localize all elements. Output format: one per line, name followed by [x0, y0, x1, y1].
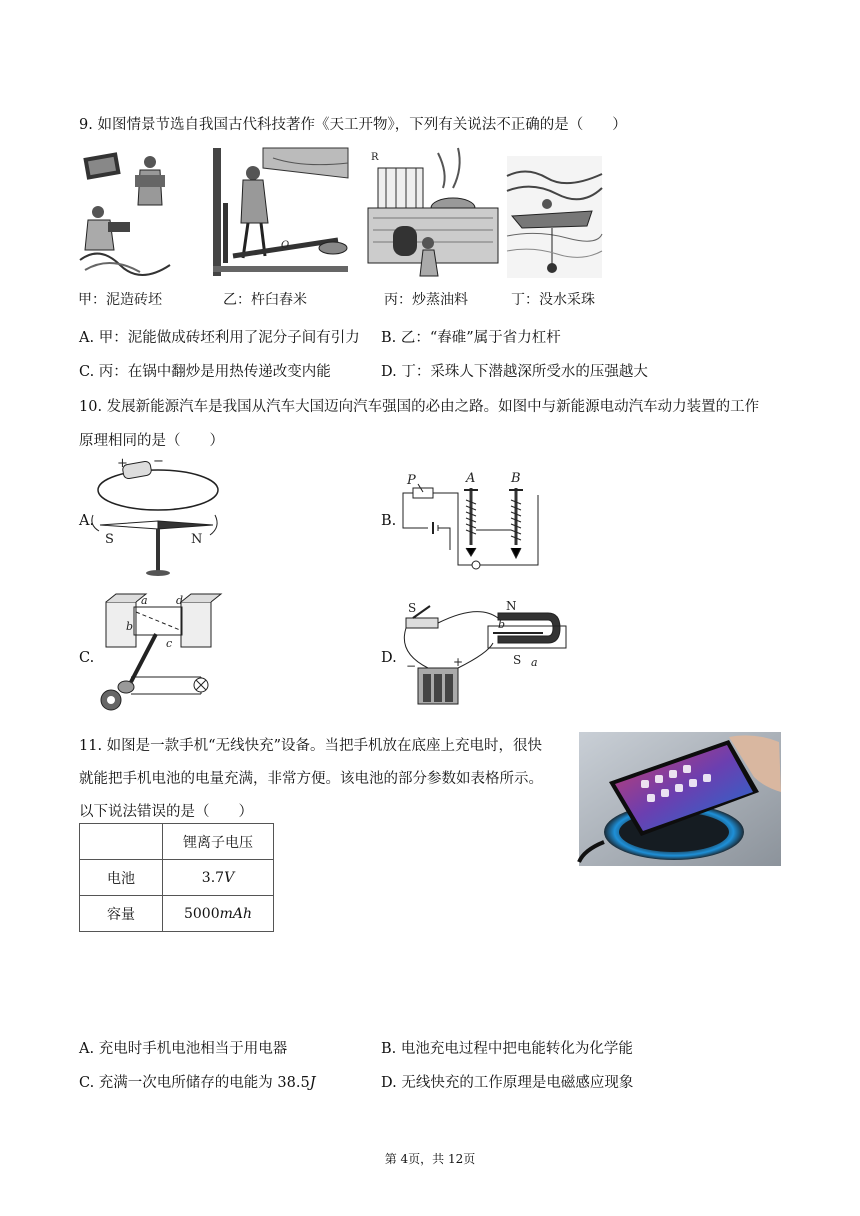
q9-option-b: B. 乙：“舂碓”属于省力杠杆	[381, 330, 561, 346]
figd-a-label: a	[531, 656, 538, 669]
q9-caption-yi: 乙：杵臼舂米	[223, 292, 307, 308]
battery-parameter-table	[79, 823, 274, 932]
q11-stem-line3: 以下说法错误的是（ ）	[79, 804, 253, 820]
q10-figure-a-oersted	[95, 455, 225, 580]
q9-illustration-bing	[368, 148, 498, 276]
table-row-label: 容量	[80, 896, 163, 932]
q9-caption-ding: 丁：没水采珠	[511, 292, 595, 308]
q9-illustration-jia	[80, 150, 170, 275]
q10-figure-c-generator	[96, 592, 226, 720]
q11-option-d: D. 无线快充的工作原理是电磁感应现象	[381, 1075, 634, 1091]
q11-option-c: C. 充满一次电所储存的电能为 38.5J	[79, 1075, 316, 1091]
q10-option-b-label: B.	[381, 513, 397, 529]
figa-minus-label: −	[153, 454, 164, 469]
svg-text:O: O	[281, 240, 290, 251]
table-row	[80, 896, 274, 932]
figd-plus-label: +	[453, 655, 464, 669]
q9-option-a: A. 甲：泥能做成砖坯利用了泥分子间有引力	[79, 330, 360, 346]
figd-s2-label: S	[513, 653, 522, 667]
q9-caption-jia: 甲：泥造砖坯	[78, 292, 162, 308]
table-row-label: 电池	[80, 860, 163, 896]
figd-minus-label: −	[406, 659, 417, 673]
q9-illustration-yi	[213, 148, 348, 276]
figd-n-label: N	[506, 599, 517, 613]
figb-b-label: B	[511, 471, 521, 486]
figc-c-label: c	[166, 637, 173, 650]
figa-s-label: S	[105, 532, 114, 547]
figa-plus-label: +	[117, 456, 128, 471]
svg-text:R: R	[371, 152, 379, 163]
table-header-row	[80, 824, 274, 860]
figd-s-label: S	[408, 601, 417, 615]
q11-wireless-charger-photo	[579, 732, 781, 866]
q11-option-b: B. 电池充电过程中把电能转化为化学能	[381, 1041, 633, 1057]
q9-caption-bing: 丙：炒蒸油料	[384, 292, 468, 308]
q9-stem: 9. 如图情景节选自我国古代科技著作《天工开物》，下列有关说法不正确的是（ ）	[79, 117, 627, 133]
q9-option-d: D. 丁：采珠人下潜越深所受水的压强越大	[381, 364, 648, 380]
figd-b-label: b	[498, 618, 506, 631]
q11-stem-line1: 11. 如图是一款手机“无线快充”设备。当把手机放在底座上充电时，很快	[79, 738, 542, 754]
q10-figure-b-electromagnets	[398, 470, 548, 570]
q10-stem-line1: 10. 发展新能源汽车是我国从汽车大国迈向汽车强国的必由之路。如图中与新能源电动汽车动力装置的工作	[79, 399, 760, 415]
figc-b-label: b	[126, 620, 134, 633]
q10-option-c-label: C.	[79, 650, 95, 666]
table-header-cell: 锂离子电压	[163, 824, 274, 860]
q10-option-d-label: D.	[381, 650, 397, 666]
figc-d-label: d	[176, 594, 184, 607]
q11-stem-line2: 就能把手机电池的电量充满，非常方便。该电池的部分参数如表格所示。	[79, 771, 543, 787]
q11-option-a: A. 充电时手机电池相当于用电器	[79, 1041, 288, 1057]
table-row-value: 5000mAh	[163, 896, 274, 932]
table-row-value: 3.7V	[163, 860, 274, 896]
table-row	[80, 860, 274, 896]
q9-illustration-ding	[507, 156, 602, 278]
q9-option-c: C. 丙：在锅中翻炒是用热传递改变内能	[79, 364, 331, 380]
figc-a-label: a	[141, 594, 148, 607]
q10-option-a-label: A.	[79, 513, 95, 529]
q10-figure-d-motor	[398, 598, 568, 710]
figa-n-label: N	[191, 532, 203, 547]
figb-a-label: A	[466, 471, 476, 486]
table-header-empty-cell	[80, 824, 163, 860]
page-footer: 第 4页，共 12页	[384, 1152, 476, 1166]
figb-p-label: P	[407, 473, 416, 488]
q10-stem-line2: 原理相同的是（ ）	[79, 433, 224, 449]
